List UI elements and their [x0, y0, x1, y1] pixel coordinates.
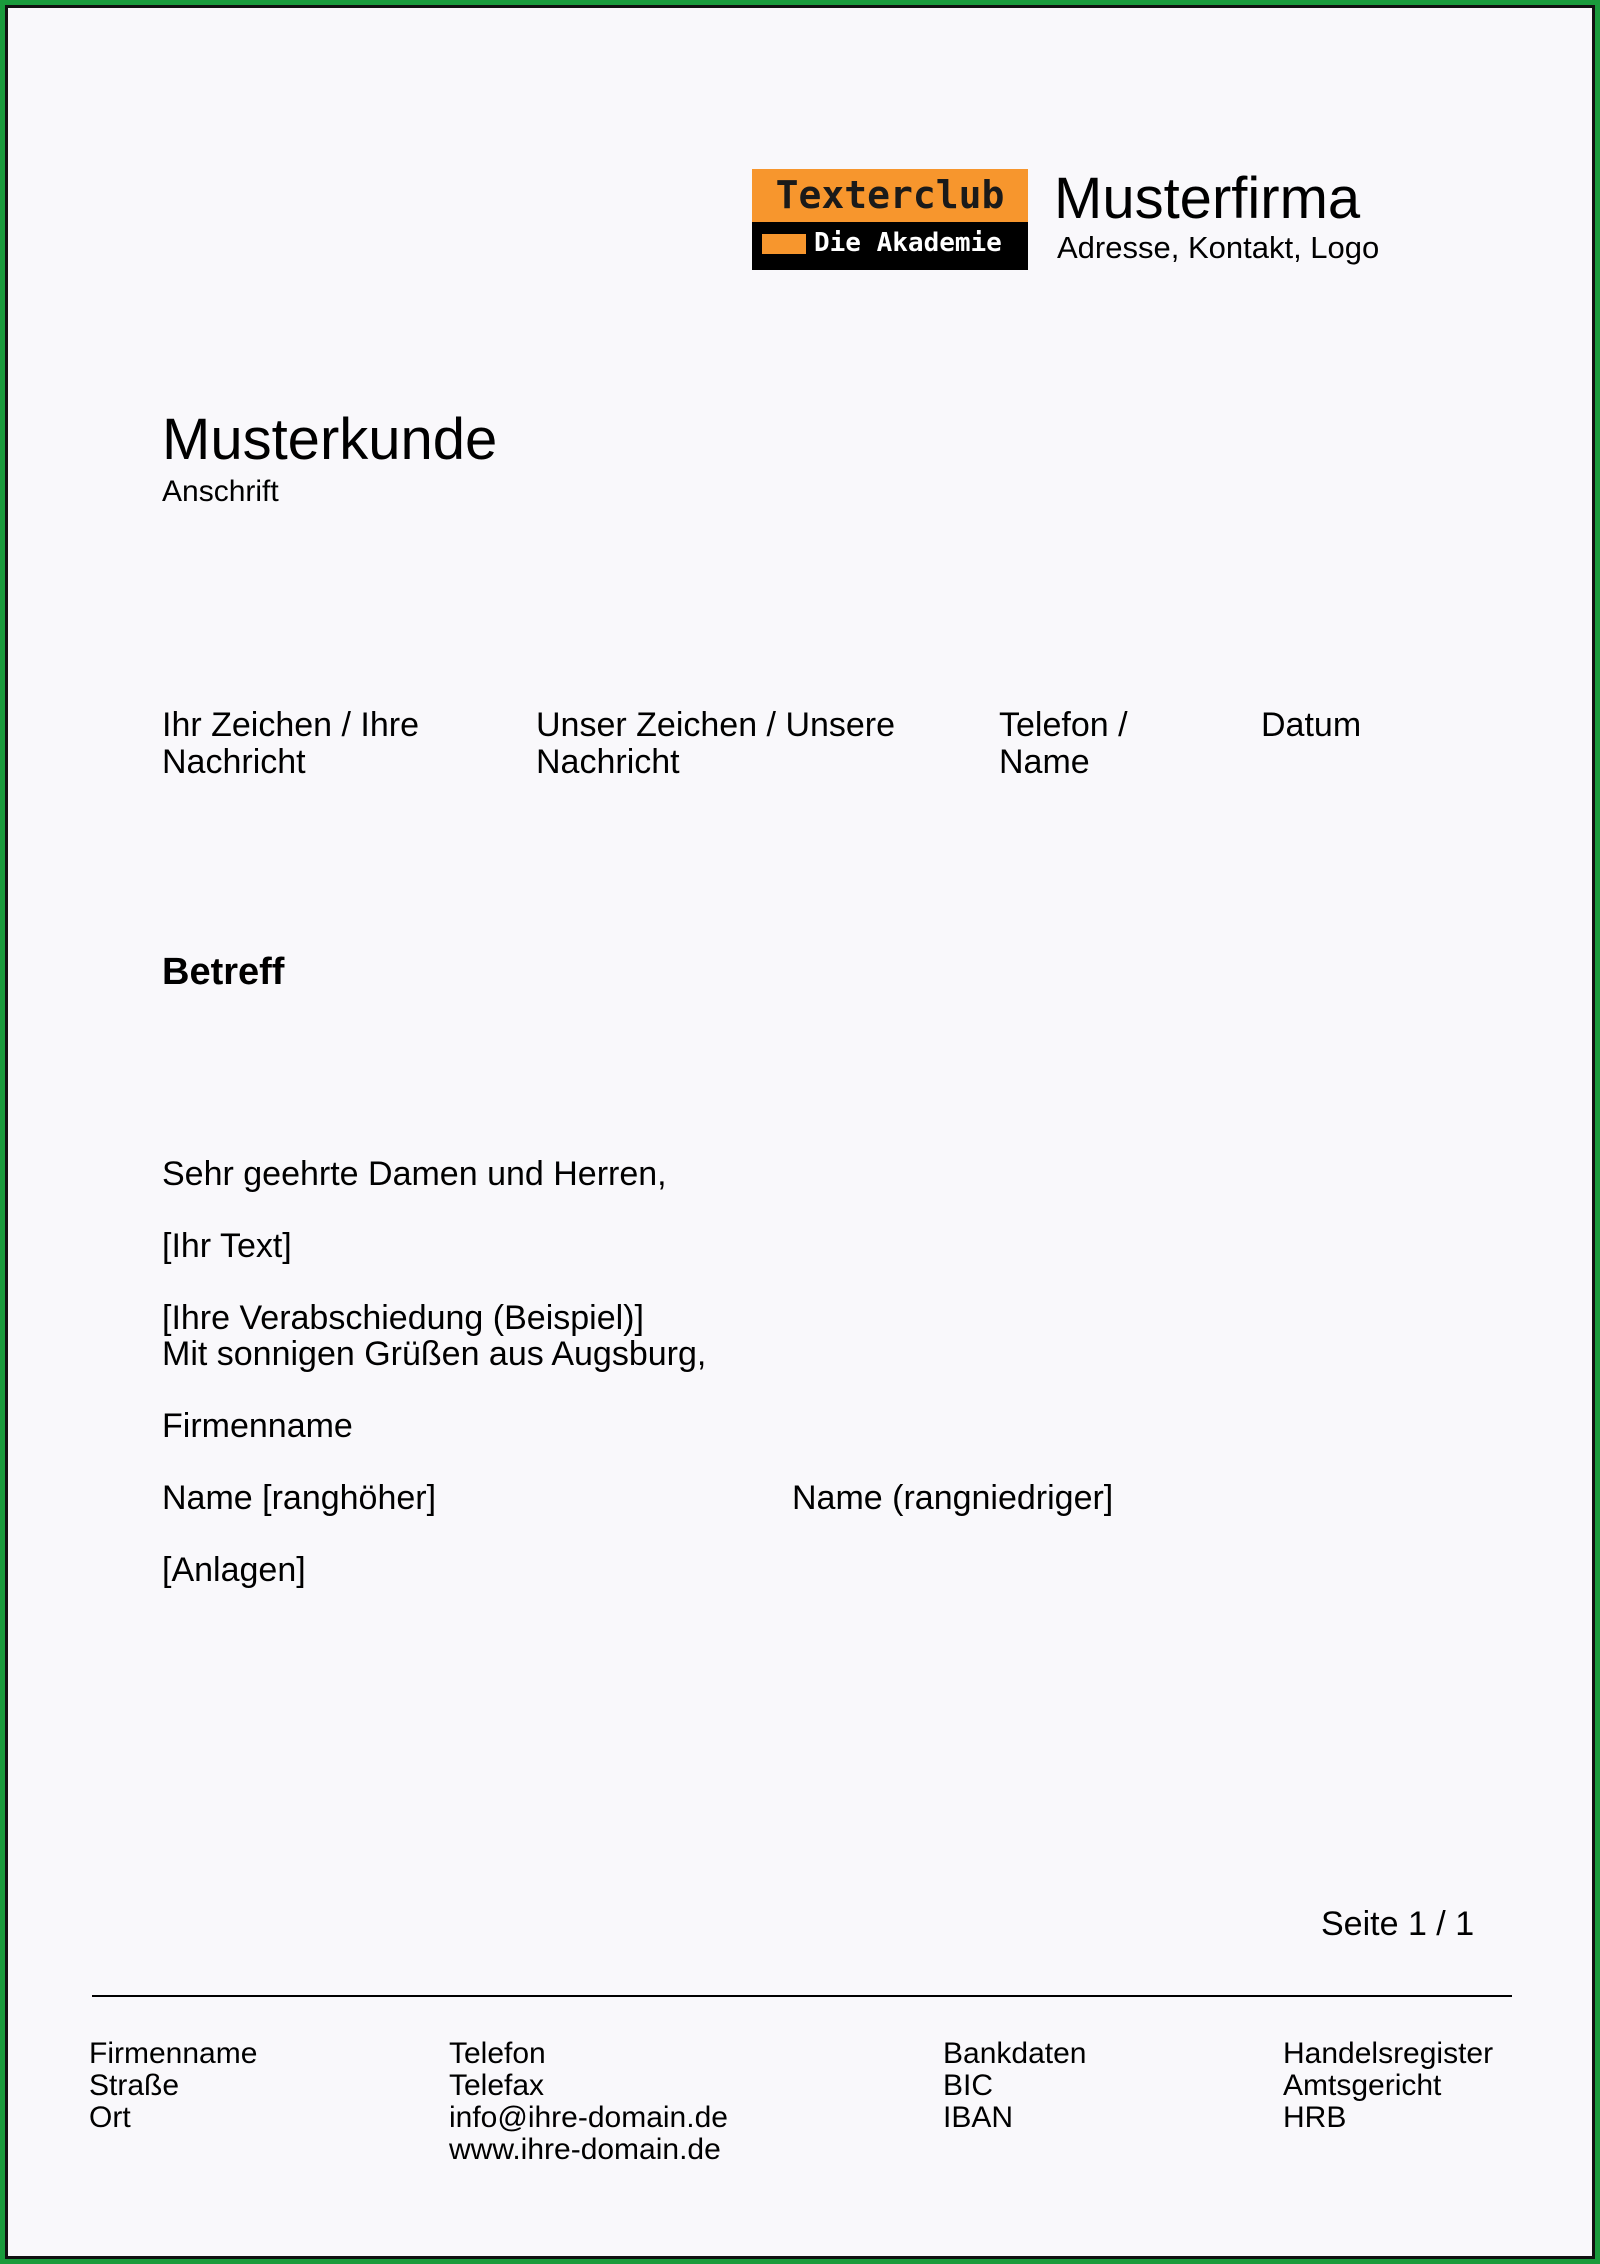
texterclub-logo: [752, 169, 1028, 270]
attachments: [Anlagen]: [162, 1551, 306, 1589]
logo-title: Texterclub: [775, 173, 1005, 217]
sender-company: Musterfirma: [1054, 166, 1361, 231]
footer-hrb: HRB: [1283, 2101, 1347, 2134]
footer-city: Ort: [89, 2101, 131, 2134]
footer-website: www.ihre-domain.de: [449, 2133, 721, 2166]
reference-date: Datum: [1261, 706, 1362, 744]
footer-bank-column: [943, 2038, 1086, 2134]
signer-junior: Name (rangniedriger]: [792, 1479, 1114, 1517]
footer-phone: Telefon: [449, 2037, 546, 2070]
signer-senior: Name [ranghöher]: [162, 1479, 437, 1517]
footer-contact-column: [449, 2038, 728, 2166]
footer-email: info@ihre-domain.de: [449, 2101, 728, 2134]
letter-page: [5, 5, 1595, 2259]
footer-fax: Telefax: [449, 2069, 545, 2102]
footer-bank: Bankdaten: [943, 2037, 1087, 2070]
reference-phone-name: Telefon / Name: [999, 706, 1128, 781]
reference-our-sign: Unser Zeichen / Unsere Nachricht: [536, 706, 896, 781]
salutation: Sehr geehrte Damen und Herren,: [162, 1155, 667, 1193]
footer-iban: IBAN: [943, 2101, 1014, 2134]
recipient-address: Anschrift: [162, 475, 279, 508]
footer-court: Amtsgericht: [1283, 2069, 1442, 2102]
logo-subtitle: Die Akademie: [814, 228, 1002, 258]
sender-info: Adresse, Kontakt, Logo: [1057, 230, 1380, 265]
subject-line: Betreff: [162, 951, 285, 993]
footer-divider: [92, 1995, 1512, 1997]
footer-bic: BIC: [943, 2069, 994, 2102]
closing-hint: [Ihre Verabschiedung (Beispiel)]: [162, 1299, 644, 1337]
page-number: Seite 1 / 1: [1321, 1905, 1475, 1943]
footer-address-column: [89, 2038, 257, 2134]
footer-register: Handelsregister: [1283, 2037, 1494, 2070]
recipient-name: Musterkunde: [162, 407, 498, 472]
reference-your-sign: Ihr Zeichen / Ihre Nachricht: [162, 706, 420, 781]
footer-company: Firmenname: [89, 2037, 258, 2070]
closing: Mit sonnigen Grüßen aus Augsburg,: [162, 1335, 707, 1373]
body-text: [Ihr Text]: [162, 1227, 292, 1265]
signature-company: Firmenname: [162, 1407, 353, 1445]
footer-street: Straße: [89, 2069, 180, 2102]
footer-register-column: [1283, 2038, 1493, 2134]
logo-orange-bar: [762, 234, 806, 254]
